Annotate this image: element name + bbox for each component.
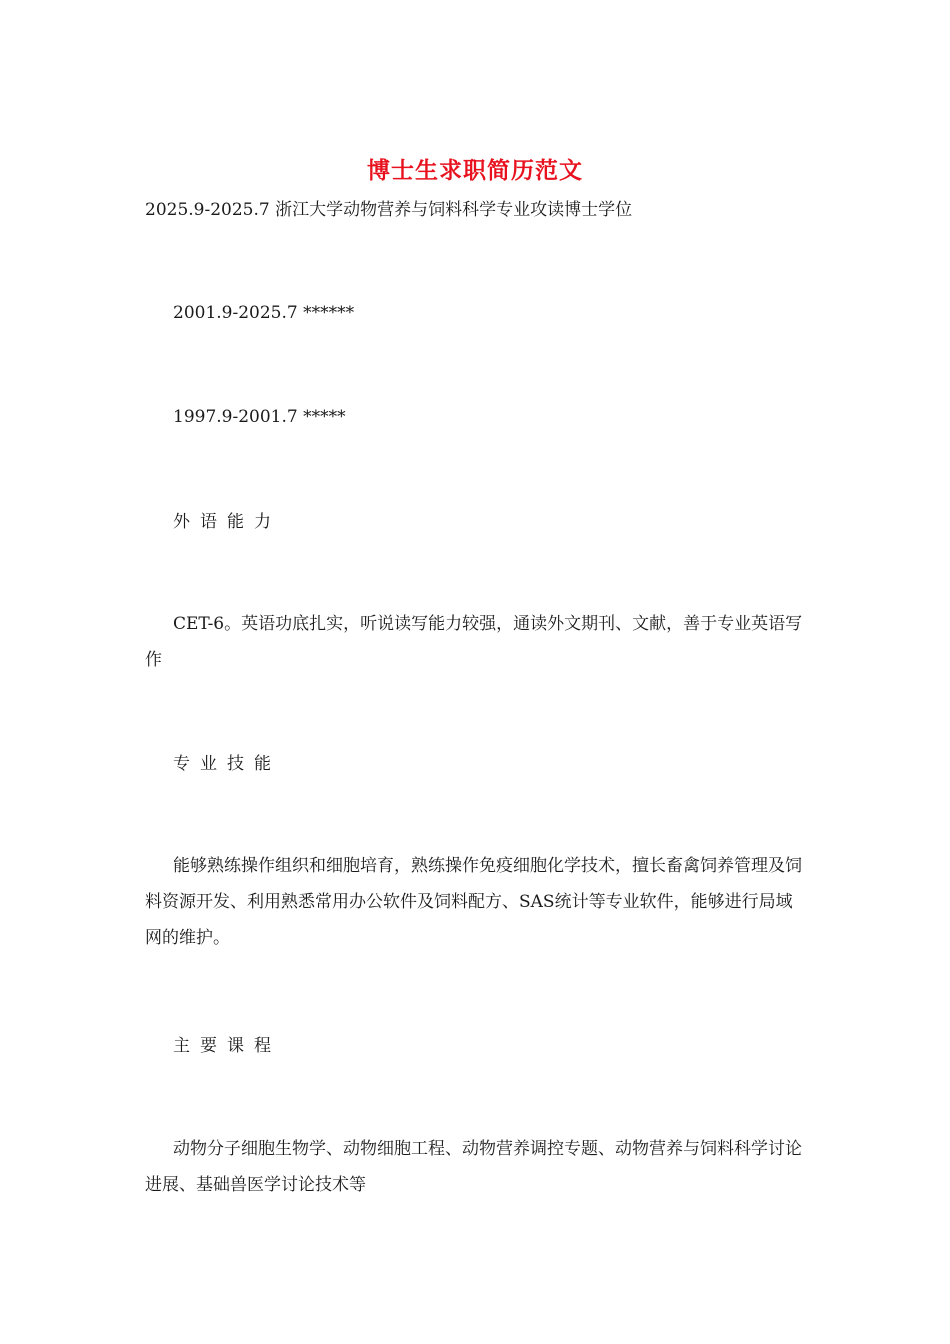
page-title: 博士生求职简历范文 [367, 157, 583, 184]
section-heading-skills: 专业技能 [173, 754, 281, 774]
section-body-language: CET-6。英语功底扎实，听说读写能力较强，通读外文期刊、文献，善于专业英语写作 [145, 614, 803, 670]
section-body-skills: 能够熟练操作组织和细胞培育，熟练操作免疫细胞化学技术，擅长畜禽饲养管理及饲料资源开发、利用熟悉常用办公软件及饲料配方、SAS统计等专业软件，能够进行局域网的维护。 [145, 856, 802, 948]
education-entry-phd: 2025.9-2025.7 浙江大学动物营养与饲料科学专业攻读博士学位 [145, 200, 633, 220]
section-heading-language: 外语能力 [173, 512, 281, 532]
section-body-courses: 动物分子细胞生物学、动物细胞工程、动物营养调控专题、动物营养与饲料科学讨论进展、基础兽医学讨论技术等 [145, 1139, 802, 1195]
education-entry-bachelors: 1997.9-2001.7 ***** [173, 407, 346, 427]
education-entry-masters: 2001.9-2025.7 ****** [173, 303, 355, 323]
section-heading-courses: 主要课程 [173, 1036, 281, 1056]
